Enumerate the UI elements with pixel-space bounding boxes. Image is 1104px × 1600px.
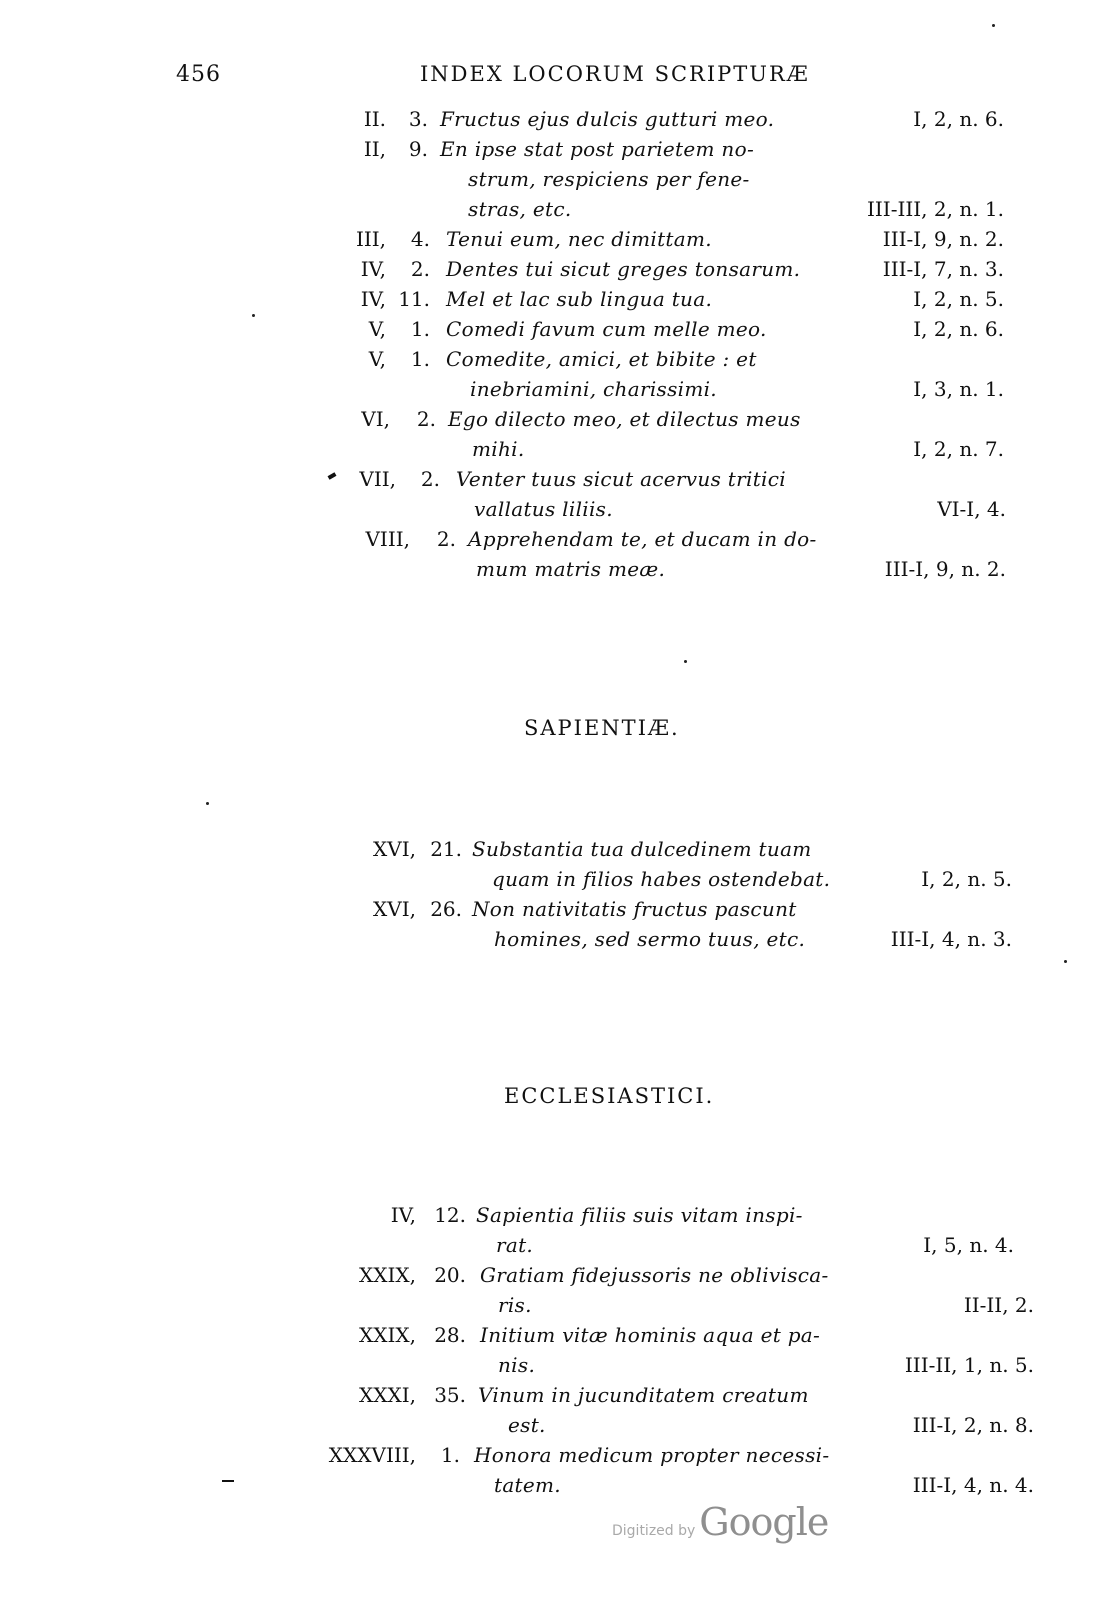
- entry-text: Initium vitæ hominis aqua et pa-: [480, 1323, 821, 1347]
- entry-reference: I, 2, n. 5.: [913, 287, 1004, 311]
- scan-speck: [684, 660, 687, 663]
- entry-text: Non nativitatis fructus pascunt: [472, 897, 797, 921]
- entry-text-continued: nis.: [498, 1353, 536, 1377]
- entry-verse: 28.: [434, 1323, 466, 1347]
- entry-reference: III-II, 1, n. 5.: [904, 1353, 1034, 1377]
- section-title-ecclesiastici: ECCLESIASTICI.: [504, 1084, 715, 1108]
- entry-text-continued: ris.: [498, 1293, 532, 1317]
- entry-text: Mel et lac sub lingua tua.: [446, 287, 713, 311]
- entry-reference: I, 3, n. 1.: [913, 377, 1004, 401]
- entry-chapter: II,: [363, 137, 386, 161]
- entry-text: Comedi favum cum melle meo.: [446, 317, 767, 341]
- entry-chapter: XXIX,: [359, 1263, 416, 1287]
- entry-chapter: VIII,: [365, 527, 410, 551]
- entry-verse: 1.: [440, 1443, 460, 1467]
- entry-verse: 2.: [410, 257, 430, 281]
- entry-reference: III-I, 9, n. 2.: [884, 557, 1006, 581]
- entry-reference: III-I, 7, n. 3.: [882, 257, 1004, 281]
- entry-text: Substantia tua dulcedinem tuam: [472, 837, 812, 861]
- entry-chapter: XXXI,: [359, 1383, 416, 1407]
- entry-text: Apprehendam te, et ducam in do-: [468, 527, 817, 551]
- digitized-by-google-watermark: [612, 1500, 832, 1550]
- entry-reference: VI-I, 4.: [937, 497, 1006, 521]
- entry-verse: 4.: [410, 227, 430, 251]
- section-title-sapientiae: SAPIENTIÆ.: [524, 716, 680, 740]
- page-number: 456: [176, 62, 221, 87]
- entry-text: En ipse stat post parietem no-: [440, 137, 755, 161]
- entry-verse: 20.: [434, 1263, 466, 1287]
- scan-speck: [252, 314, 255, 317]
- entry-reference: III-I, 4, n. 4.: [912, 1473, 1034, 1497]
- entry-text: Sapientia filiis suis vitam inspi-: [476, 1203, 803, 1227]
- entry-chapter: V,: [368, 317, 386, 341]
- entry-verse: 1.: [410, 347, 430, 371]
- entry-chapter: IV,: [390, 1203, 416, 1227]
- scan-speck: [206, 802, 209, 805]
- entry-verse: 2.: [436, 527, 456, 551]
- entry-text: Fructus ejus dulcis gutturi meo.: [440, 107, 775, 131]
- entry-reference: III-I, 4, n. 3.: [890, 927, 1012, 951]
- entry-chapter: XXXVIII,: [328, 1443, 416, 1467]
- google-logo: Google: [699, 1500, 829, 1544]
- entry-chapter: II.: [363, 107, 386, 131]
- scan-mark: [222, 1480, 234, 1482]
- entry-chapter: VII,: [359, 467, 396, 491]
- entry-chapter: XVI,: [373, 837, 416, 861]
- entry-reference: II-II, 2.: [963, 1293, 1034, 1317]
- entry-verse: 3.: [408, 107, 428, 131]
- entry-text-continued: mihi.: [472, 437, 525, 461]
- entry-chapter: VI,: [361, 407, 390, 431]
- entry-chapter: IV,: [360, 287, 386, 311]
- entry-text-continued: stras, etc.: [468, 197, 572, 221]
- entry-reference: I, 5, n. 4.: [923, 1233, 1014, 1257]
- entry-verse: 1.: [410, 317, 430, 341]
- entry-text: Comedite, amici, et bibite : et: [446, 347, 757, 371]
- entry-chapter: XXIX,: [359, 1323, 416, 1347]
- entry-reference: III-III, 2, n. 1.: [867, 197, 1004, 221]
- entry-text: Ego dilecto meo, et dilectus meus: [448, 407, 801, 431]
- entry-reference: I, 2, n. 5.: [921, 867, 1012, 891]
- entry-text-continued: strum, respiciens per fene-: [468, 167, 750, 191]
- running-head: INDEX LOCORUM SCRIPTURÆ: [420, 62, 810, 86]
- entry-text-continued: est.: [508, 1413, 546, 1437]
- entry-text: Honora medicum propter necessi-: [474, 1443, 830, 1467]
- entry-chapter: V,: [368, 347, 386, 371]
- entry-verse: 26.: [430, 897, 462, 921]
- entry-text-continued: rat.: [496, 1233, 534, 1257]
- entry-text-continued: inebriamini, charissimi.: [470, 377, 717, 401]
- entry-text: Venter tuus sicut acervus tritici: [456, 467, 786, 491]
- entry-text-continued: quam in filios habes ostendebat.: [492, 867, 831, 891]
- entry-chapter: IV,: [360, 257, 386, 281]
- entry-verse: 2.: [416, 407, 436, 431]
- credit-prefix: Digitized by: [612, 1523, 696, 1539]
- entry-text: Vinum in jucunditatem creatum: [478, 1383, 809, 1407]
- entry-text-continued: mum matris meæ.: [476, 557, 666, 581]
- entry-text-continued: tatem.: [494, 1473, 561, 1497]
- scan-speck: [1064, 960, 1067, 963]
- entry-reference: I, 2, n. 6.: [913, 317, 1004, 341]
- entry-verse: 9.: [408, 137, 428, 161]
- entry-verse: 11.: [398, 287, 430, 311]
- entry-chapter: III,: [355, 227, 386, 251]
- entry-chapter: XVI,: [373, 897, 416, 921]
- entry-text: Gratiam fidejussoris ne oblivisca-: [480, 1263, 829, 1287]
- entry-reference: I, 2, n. 6.: [913, 107, 1004, 131]
- entry-reference: I, 2, n. 7.: [913, 437, 1004, 461]
- entry-text-continued: vallatus liliis.: [474, 497, 613, 521]
- entry-text: Dentes tui sicut greges tonsarum.: [446, 257, 801, 281]
- entry-verse: 35.: [434, 1383, 466, 1407]
- entry-verse: 21.: [430, 837, 462, 861]
- entry-verse: 12.: [434, 1203, 466, 1227]
- entry-reference: III-I, 9, n. 2.: [882, 227, 1004, 251]
- entry-verse: 2.: [420, 467, 440, 491]
- entry-reference: III-I, 2, n. 8.: [912, 1413, 1034, 1437]
- entry-text: Tenui eum, nec dimittam.: [446, 227, 712, 251]
- scan-speck: [992, 24, 995, 27]
- entry-text-continued: homines, sed sermo tuus, etc.: [494, 927, 806, 951]
